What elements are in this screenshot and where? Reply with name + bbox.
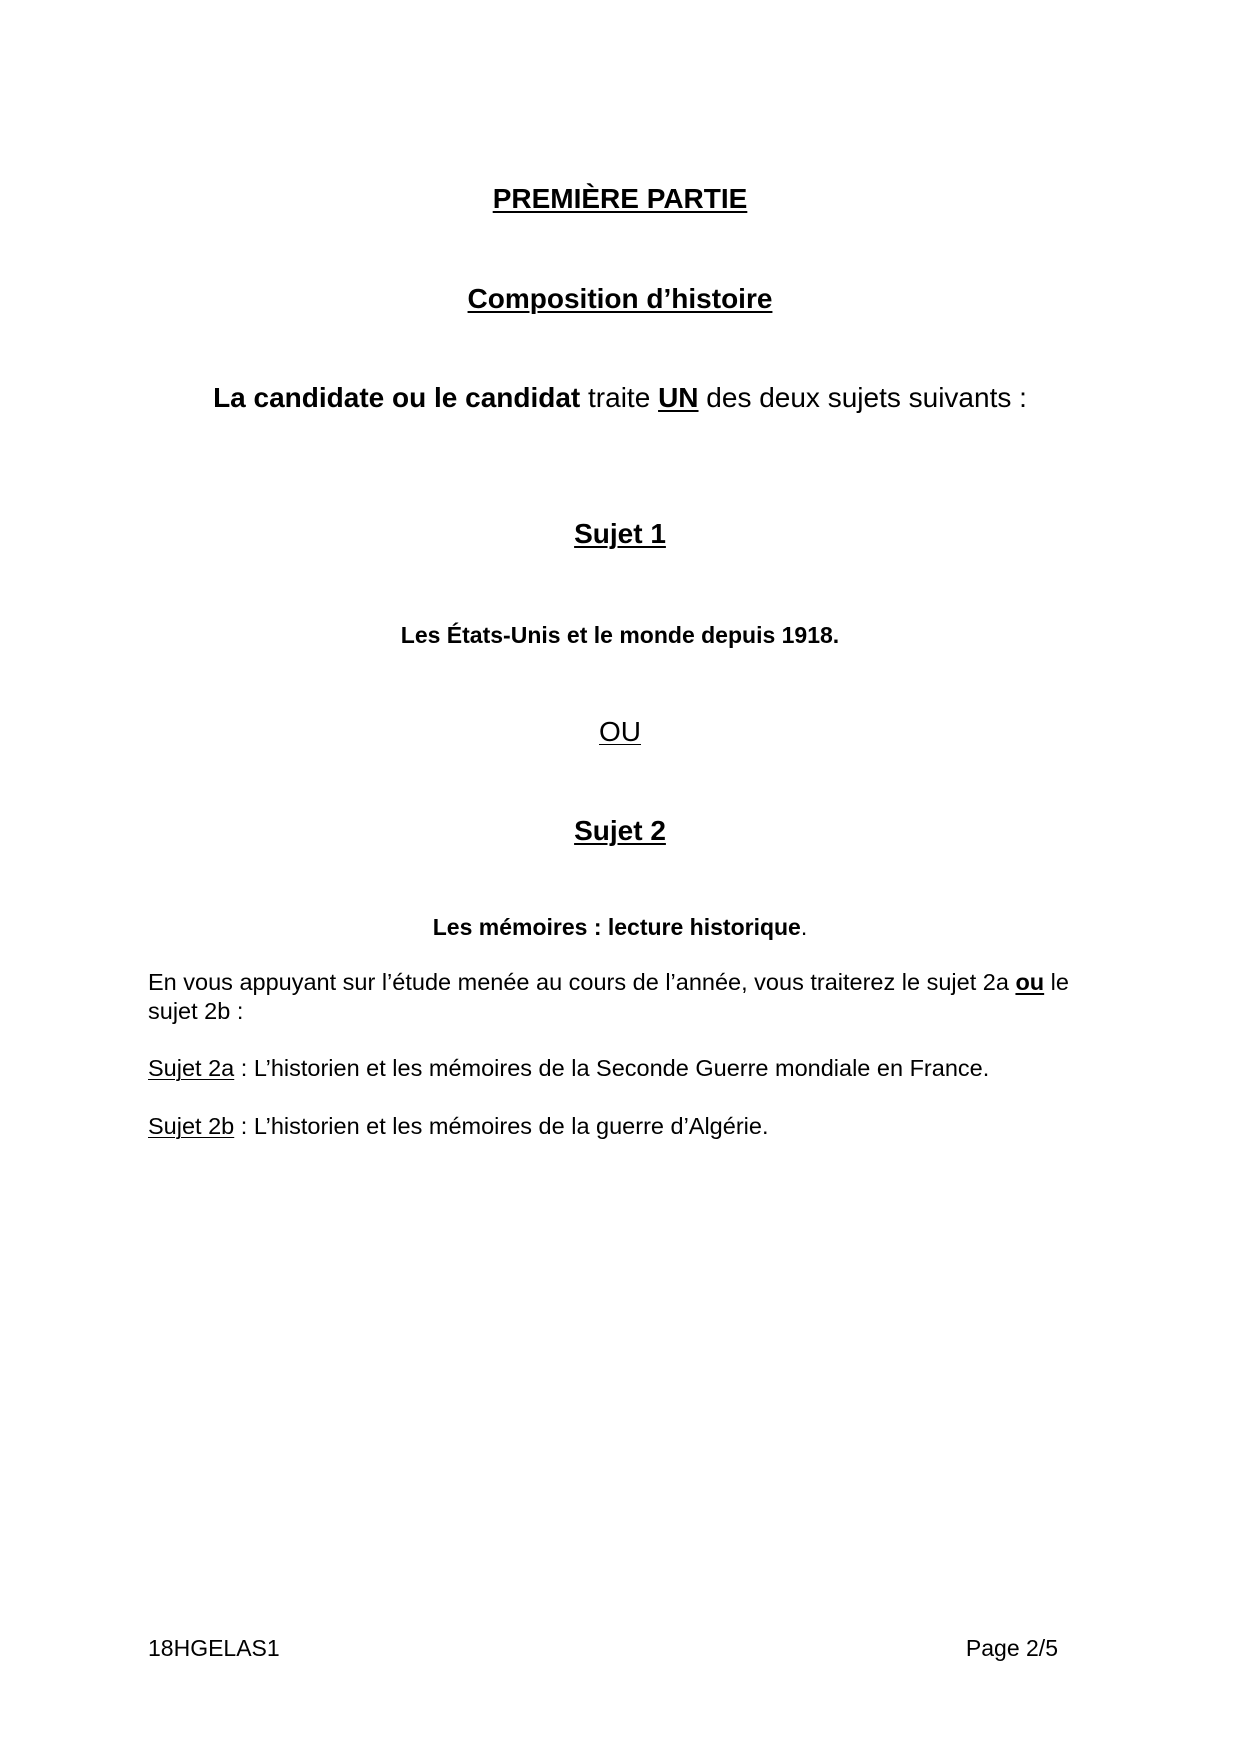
sujet2-title-end: .	[800, 914, 808, 940]
sujet1-heading	[0, 518, 1240, 550]
section-title	[0, 283, 1240, 315]
or-separator	[0, 716, 1240, 748]
sujet2b-option	[148, 1112, 1098, 1141]
sujet2-intro-part2: le sujet 2b :	[148, 969, 1076, 1024]
sujet2b-label: Sujet 2b	[148, 1113, 235, 1139]
instruction-rest: des deux sujets suivants :	[698, 382, 1027, 413]
sujet2a-text: : L’historien et les mémoires de la Seconde Guerre mondiale en France.	[234, 1055, 990, 1081]
sujet2-intro-part1: En vous appuyant sur l’étude menée au cours de l’année, vous traiterez le sujet 2a	[148, 969, 1016, 995]
instruction-verb: traite	[580, 382, 659, 413]
or-separator-text: OU	[599, 716, 641, 747]
instruction-subject: La candidate ou le candidat	[213, 382, 581, 413]
sujet2-title	[0, 914, 1240, 941]
instruction-count: UN	[658, 382, 699, 413]
sujet2a-label: Sujet 2a	[148, 1055, 235, 1081]
part-title-text: PREMIÈRE PARTIE	[492, 183, 748, 214]
sujet2-heading	[0, 815, 1240, 847]
section-title-text: Composition d’histoire	[467, 283, 773, 314]
sujet2b-text: : L’historien et les mémoires de la guerre d’Algérie.	[234, 1113, 769, 1139]
instruction-line	[0, 382, 1240, 414]
sujet2-heading-text: Sujet 2	[574, 815, 666, 846]
footer-page-number: Page 2/5	[965, 1635, 1058, 1661]
sujet1-title: Les États-Unis et le monde depuis 1918.	[400, 622, 840, 648]
sujet2-intro-or: ou	[1015, 969, 1045, 995]
part-title	[0, 183, 1240, 215]
sujet1-heading-text: Sujet 1	[574, 518, 666, 549]
sujet2a-option	[148, 1054, 1098, 1083]
footer-exam-code: 18HGELAS1	[148, 1635, 280, 1661]
sujet2-title-text: Les mémoires : lecture historique	[432, 914, 801, 940]
sujet2-intro	[148, 968, 1098, 1026]
